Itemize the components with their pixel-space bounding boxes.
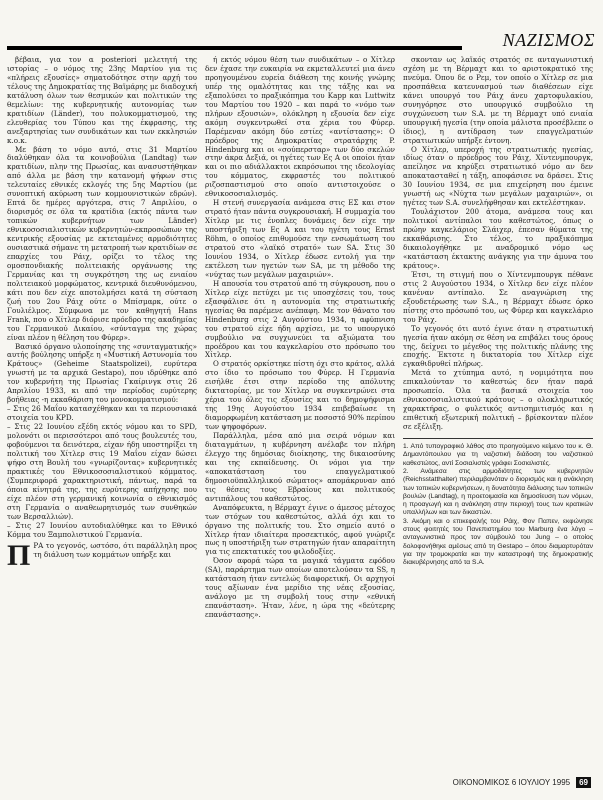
col2-paragraph: ή εκτός νόμου θέση των συνδικάτων – ο Χίτλερ δεν έχασε την ευκαιρία να εκμεταλλευτεί μια άνευ προηγουμένου ευρεία διάθεση της κοινής γνώμης υπέρ της ομαλότητας και της τάξης και να εξαπολύσει το πραξικόπημα του Kapp και Luttwitz του Μαρτίου του 1920 – και παρά το «νόμο των πλήρων εξουσιών», ολόκληρη η εξουσία δεν είχε ακόμη συγκεντρωθεί στα χέρια του Φύρερ. Παρέμεναν ακόμη δύο εστίες «αντίστασης»: Ο πρόεδρος της Δημοκρατίας στρατάρχης P. Hindenburg και οι «σούπερσταρ» των δύο σκελών στην άκρα Δεξιά, οι ηγέτες των Ες Α οι οποίοι ήταν και οι πιο αδιάλλακτοι εκπρόσωποι της ιδεολογίας του κόμματος, εκφραστές του πολιτικού ριζοσπαστισμού στο οποίο αντιστοιχούσε ο εθνικοσοσιαλισμός. (205, 56, 395, 199)
col2-paragraph: Αναπόφευκτα, η Βέρμαχτ έγινε ο άμεσος μέτοχος των στόχων του καθεστώτος, αλλά όχι και το όργανο της πολιτικής του. Στο σημείο αυτό ο Χίτλερ ήταν ιδιαίτερα προσεκτικός, αφού γνώριζε πως η υποστήριξη των στρατηγών ήταν απαραίτητη για τις επεκτατικές του φιλοδοξίες. (205, 502, 395, 557)
page-number: 69 (576, 777, 591, 788)
col3-paragraph: Έτσι, τη στιγμή που ο Χίντενμπουργκ πέθανε στις 2 Αυγούστου 1934, ο Χίτλερ δεν είχε πλέον κανέναν αντίπαλο. Σε αναγνώριση της εξουδετέρωσης των S.A., η Βέρμαχτ έδωσε όρκο πίστης στο πρόσωπό του, ως Φύρερ και καγκελάριο του Ράιχ. (403, 269, 593, 324)
col1-paragraph: βέβαια, για τον α posteriori μελετητή της ιστορίας – ο νόμος της 23ης Μαρτίου για τις «πλήρεις εξουσίες» σηματοδότησε στην αρχή του τέλους της Δημοκρατίας της Βαϊμάρης με διαδοχική κατάλυση όλων των θεσμικών και πολιτικών της θεμελίων: της κυβερνητικής αυτονομίας των κρατιδίων (Länder), του πολυκομματισμού, της ελευθερίας του Τύπου και της έκφρασης, της ανεξαρτησίας των συνδικάτων και των εκκλησιών κ.ο.κ. (7, 56, 197, 145)
notes-paragraph: 1. Από τυπογραφικό λάθος στο προηγούμενο κείμενο του κ. Θ. Δημαντόπουλου για τη ναζιστική διάδοση του ναζιστικού καθεστώτος, αντί Σοσιαλιστές γράφει Σοσιαλιστές. (403, 443, 593, 467)
col1-paragraph: – Στις 22 Ιουνίου εξέδη εκτός νόμου και το SPD, μολονότι οι περισσότεροι από τους βουλευτές του, φοβούμενοι τα δεινότερα, είχαν ήδη υποστηρίξει τη πολιτική του Χίτλερ στις 19 Μαΐου είχαν δώσει ψήφο στη Βουλή του «γνωρίζοντας» κυβερνητικές πρακτικές του Εθνικοσοσιαλιστικού κόμματος. (Συμπεριφορά χαρακτηριστική, πάντως, παρά τα όποια κίνητρά της, της ευρύτερης απήχησης που είχε πλέον στη γερμανική κοινωνία ο εθνικισμός στη Γερμανία ο αναθεωρητισμός των συνθηκών των Βερσαλλιών). (7, 422, 197, 521)
dropcap: Π (7, 539, 31, 573)
col3-paragraph: Το γεγονός ότι αυτό έγινε όταν η στρατιωτική ηγεσία ήταν ακόμη σε θέση να επιβάλει τους όρους της, δείχνει το μέγεθος της πολιτικής πλάνης της εποχής. Έκτοτε η δικτατορία του Χίτλερ είχε εγκαθιδρυθεί πλήρως. (403, 323, 593, 369)
closing-paragraph: Π ΡΑ το γεγονός, ωστόσο, ότι παράλληλη προς τη διάλυση των κομμάτων υπήρξε και (7, 539, 197, 573)
header-rule (7, 46, 462, 50)
col3-paragraph: Τουλάχιστον 200 άτομα, ανάμεσα τους και πολιτικοί αντίπαλοι του καθεστώτος, όπως ο πρώην καγκελάριος Σλάιχερ, έπεσαν θύματα της εκκαθάρισης. Στο τέλος, το πραξικόπημα δικαιολογήθηκε με αναδρομικό νόμο ως «κατάσταση έκτακτης ανάγκης για την άμυνα του κράτους». (403, 207, 593, 270)
col1-paragraph: Βασικό όργανο υλοποίησης της «συνταγματικής» αυτής βούλησης υπήρξε η «Μυστική Αστυνομία του Κράτους» (Geheime Staatspolizei), ευρύτερα γνωστή με τα αρχικά Gestapo), που ιδρύθηκε από τον κυβερνήτη της Πρωσίας Γκαίρινγκ στις 26 Απριλίου 1933, κι από την περίοδος ευρύτερης βοήθειας -η εκκαθάριση του μονοκομματισμού: (7, 341, 197, 405)
col2-paragraph: Η στενή συνεργασία ανάμεσα στις ΕΣ και στον στρατό ήταν πάντα συγκρουσιακή. Η συμμαχία του Χίτλερ με τις ένοπλες δυνάμεις δεν είχε την υποστήριξη των Ες Α και του ηγέτη τους Ernst Röhm, ο οποίος επιθυμούσε την ενσωμάτωση του στρατού στο «λαϊκό στρατό» των SA. Στις 30 Ιουνίου 1934, ο Χίτλερ έδωσε εντολή για την εκτέλεση των ηγετών των SA, με τη μέθοδο της «νύχτας των μεγάλων μαχαιριών». (205, 198, 395, 279)
col3-paragraph: Ο Χίτλερ, υπεροχή της στρατιωτικής ηγεσίας, ιδίως όταν ο πρόεδρος του Ράιχ, Χίντενμπουργκ, απείλησε να κηρύξει στρατιωτικό νόμο αν δεν αποκατασταθεί η τάξη, αποφάσισε να δράσει. Στις 30 Ιουνίου 1934, σε μια επιχείρηση που έμεινε γνωστή ως «Νύχτα των μεγάλων μαχαιριών», οι ηγέτες των S.A. συνελήφθησαν και εκτελέστηκαν. (403, 144, 593, 208)
column-3 (403, 56, 593, 768)
notes-divider (403, 438, 593, 439)
col2-paragraph: Η απουσία του στρατού από τη σύγκρουση, που ο Χίτλερ είχε πετύχει με τις υποσχέσεις του, τους εξασφάλισε ότι η αυτονομία της στρατιωτικής ηγεσίας θα παρέμενε ανέπαφη. Με τον θάνατο του Hindenburg στις 2 Αυγούστου 1934, η αφύπνιση του στρατού είχε ήδη αρχίσει, με το υπουργικό συμβούλιο να συγχωνεύει τα αξιώματα του προέδρου και του καγκελαρίου στο πρόσωπο του Χίτλερ. (205, 278, 395, 360)
notes-paragraph: 3. Ακόμη και ο επικεφαλής του Ράιχ, Φον Παπεν, εκφώνησε στους φοιτητές του Πανεπιστημίου του Marburg ένα λόγο – ανταγωνιστικά προς τον σύμβουλό του Jung – ο οποίος δολοφονήθηκε αμέσως από τη Gestapo – όπου διαμαρτυρόταν για την τρομοκρατία και την καταστροφή της δημοκρατικής διακυβέρνησης από τα S.A. (403, 517, 593, 567)
col1-paragraph: – Στις 27 Ιουνίου αυτοδιαλύθηκε και το Εθνικό Κόμμα του Ξαμπολιστικού Γερμανία. (7, 520, 197, 539)
footnotes (403, 443, 593, 567)
column-2-text (205, 56, 395, 620)
col1-paragraph: Με βάση το νόμο αυτό, στις 31 Μαρτίου διαλύθηκαν όλα τα κοινοβούλια (Landtag) των κρατιδίων, πλην της Πρωσίας, και ανασυστήθηκαν από άλλα με βάση την κατανομή ψήφων στις τελευταίες εθνικές εκλογές της 5ης Μαρτίου (με συνοπτική ακύρωση των κομμουνιστικών εδρών). Επτά δε ημέρες αργότερα, στις 7 Απριλίου, ο διορισμός σε όλα τα κρατίδια (εκτός πάντα των τοπικών κυβερνήτων των Länder) εθνικοσοσιαλιστικών κυβερνητών-εκπροσώπων της κεντρικής εξουσίας με εκτεταμένες αρμοδιότητες ουσιαστικά σήμανε τη μετατροπή των κρατιδίων σε επαρχίες του Ράιχ, ορίζει το τέλος της ομοσπονδιακής πολιτειακής οργάνωσης της Γερμανίας και τη συγκρότηση της ως ενιαίου πολιτειακού μορφώματος, κεντρικά διευθυνόμενου, κάτι που δεν είχε αποτολμήσει κατά τη σύσταση ζωή του 2ου Ράιχ ούτε ο Μπίσμαρκ, ούτε ο Γουλιέλμος. Σύμφωνα με τον καθηγητή Hans Frank, που ο Χίτλερ διόρισε πρόεδρο της ακαδημίας του Γερμανικού Δικαίου, «σύνταγμα της χώρας είναι πλέον η θέληση του Φύρερ». (7, 144, 197, 342)
column-2 (205, 56, 395, 768)
section-title: ΝΑΖΙΣΜΟΣ (502, 30, 595, 50)
notes-paragraph: 2. Ανάμεσα στις αρμοδιότητες των κυβερνητών (Reichsstatthalter) περιλαμβανόταν ο διορισμός και η ανάκληση των τοπικών κυβερνήσεων, η δυνατότητα διάλυσης των τοπικών βουλών (Landtag), η προετοιμασία και δημοσίευση των νόμων, η προαγωγή και η ανάκληση στην περιοχή τους των κρατικών υπαλλήλων και των δικαστών. (403, 467, 593, 517)
col1-paragraph: – Στις 26 Μαΐου κατασχέθηκαν και τα περιουσιακά στοιχεία του KPD. (7, 404, 197, 423)
page-footer (453, 777, 591, 788)
column-1-text (7, 56, 197, 539)
col2-paragraph: Όσον αφορά τώρα τα μαγικά τάγματα εφόδου (SA), παράρτημα των οποίων αποτελούσαν τα SS, η κατάσταση ήταν εντελώς διαφορετική. Οι αρχηγοί τους αξίωναν ένα μερίδιο της νέας εξουσίας, ανάλογο με τη συμβολή τους στην «εθνική επανάσταση». Ήταν, λένε, η ώρα της «δεύτερης επανάστασης». (205, 556, 395, 620)
col2-paragraph: Ο στρατός ορκίστηκε πίστη όχι στο κράτος, αλλά στο ίδιο το πρόσωπο του Φύρερ. Η Γερμανία εισήλθε έτσι στην περίοδο της απόλυτης δικτατορίας, με τον Χίτλερ να συγκεντρώνει στα χέρια του όλες τις εξουσίες και το δημοψήφισμα της 19ης Αυγούστου 1934 επιβεβαίωσε τη διαμορφωμένη κατάσταση με ποσοστό 90% περίπου των ψηφοφόρων. (205, 359, 395, 432)
article-columns (7, 56, 594, 768)
col3-paragraph: Μετά το χτύπημα αυτό, η νομιμότητα που επικαλούνταν το καθεστώς δεν ήταν παρά προσωπείο. Όλα τα βασικά στοιχεία του εθνικοσοσιαλιστικού κράτους – ο ολοκληρωτικός χαρακτήρας, ο φυλετικός αντισημιτισμός και η επιθετική εξωτερική πολιτική – βρίσκονταν πλέον σε εξέλιξη. (403, 368, 593, 432)
col2-paragraph: Παράλληλα, μέσα από μια σειρά νόμων και διαταγμάτων, η κυβέρνηση ανέλαβε τον πλήρη έλεγχο της δημόσιας διοίκησης, της δικαιοσύνης και της εκπαίδευσης. Οι νόμοι για την «αποκατάσταση του επαγγελματικού δημοσιοϋπαλληλικού σώματος» απομάκρυναν από τις θέσεις τους Εβραίους και πολιτικούς αντιπάλους του καθεστώτος. (205, 431, 395, 503)
issue-label: ΟΙΚΟΝΟΜΙΚΟΣ 6 ΙΟΥΛΙΟΥ 1995 (452, 778, 571, 787)
col3-paragraph: σκονταν ως λαϊκός στρατός σε ανταγωνιστική σχέση με τη Βέρμαχτ και το αριστοκρατικό της πνεύμα. Όπου δε ο Ρεμ, τον οποίο ο Χίτλερ σε μια προσπάθεια κατευνασμού των διαθέσεων είχε κάνει υπουργό του Ράιχ άνευ χαρτοφυλακίου, συνηγόρησε στο υπουργικό συμβούλιο τη συγχώνευση των S.A. με τη Βέρμαχτ υπό ενιαία υπουργική ηγεσία (την οποία μάλιστα προσέβλεπε ο ίδιος), η αντίδραση των επαγγελματιών στρατιωτικών υπήρξε έντονη. (403, 56, 593, 145)
column-1 (7, 56, 197, 768)
column-3-text (403, 56, 593, 432)
